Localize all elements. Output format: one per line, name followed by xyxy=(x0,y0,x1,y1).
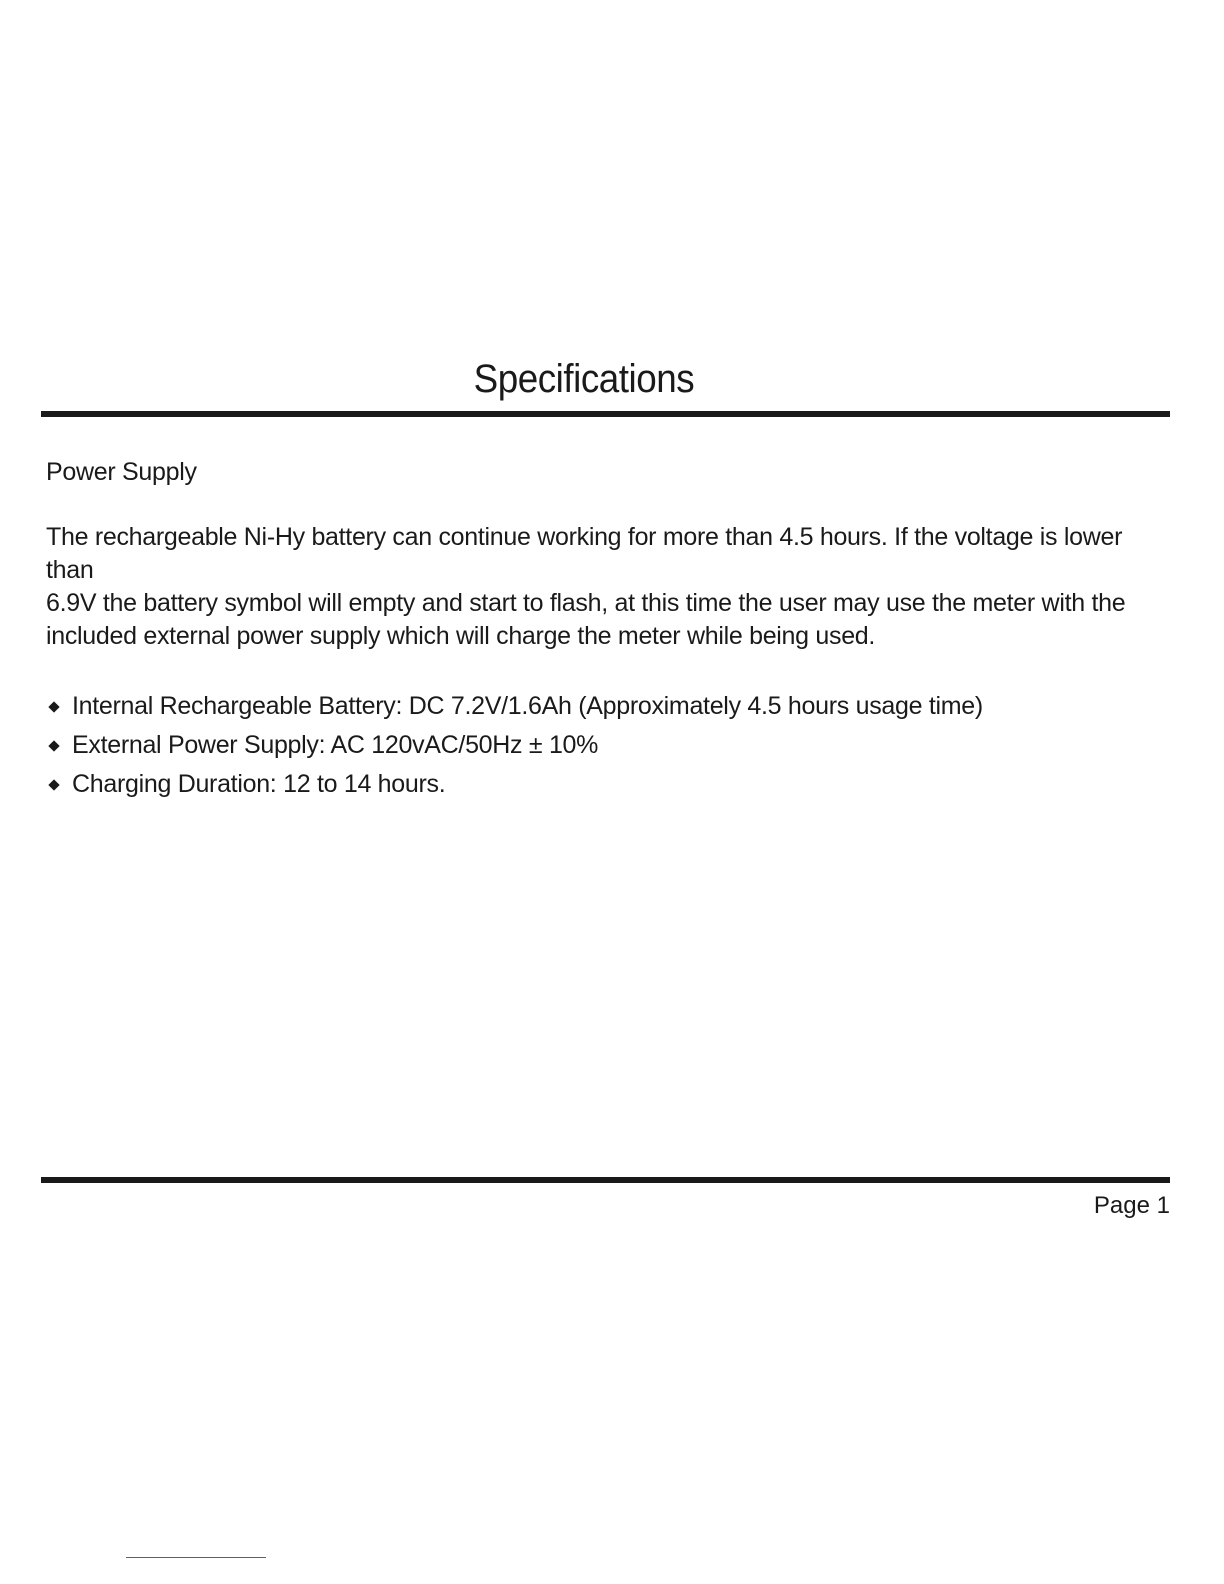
page-number: Page 1 xyxy=(1093,1192,1170,1219)
spec-item-text: Internal Rechargeable Battery: DC 7.2V/1.6Ah (Approximately 4.5 hours usage time) xyxy=(72,692,983,720)
spec-item-battery xyxy=(46,687,1176,726)
spec-item-text: External Power Supply: AC 120vAC/50Hz ± 10% xyxy=(72,731,599,759)
spec-list xyxy=(46,687,1176,804)
spec-item-external-power xyxy=(46,726,1176,765)
page-title: Specifications xyxy=(473,357,695,401)
section-heading: Power Supply xyxy=(46,458,197,486)
diamond-bullet-icon xyxy=(48,740,59,751)
spec-item-charging-duration xyxy=(46,765,1176,804)
diamond-bullet-icon xyxy=(48,701,59,712)
footer-link-underline xyxy=(126,1557,266,1558)
footer-divider xyxy=(41,1177,1170,1183)
power-supply-section xyxy=(46,456,1176,804)
title-divider xyxy=(41,411,1170,417)
power-supply-description: The rechargeable Ni-Hy battery can continue working for more than 4.5 hours. If the voltage is lower than 6.9V the battery symbol will empty and start to flash, at this time the user may use the meter with the included external power supply which will charge the meter while being used. xyxy=(46,523,1126,650)
diamond-bullet-icon xyxy=(48,779,59,790)
spec-item-text: Charging Duration: 12 to 14 hours. xyxy=(72,770,446,798)
